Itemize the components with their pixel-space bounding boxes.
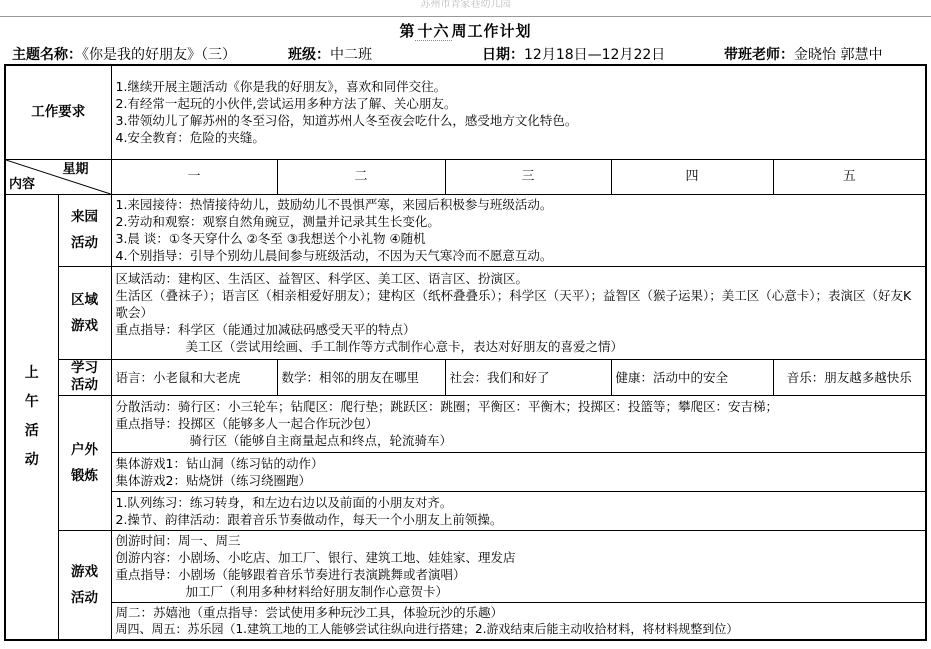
- teacher-label: 带班老师：: [724, 47, 794, 63]
- requirement-item: 2.有经常一起玩的小伙伴,尝试运用多种方法了解、关心朋友。: [115, 96, 457, 112]
- area-item: 生活区（叠袜子）；语言区（相亲相爱好朋友）；建构区（纸杯叠叠乐）；科学区（天平）；益智区（猴子运果）；美工区（心意卡）；表演区（好友K歌会）: [115, 288, 912, 320]
- plan-meta: [12, 44, 927, 64]
- theme-value: 《你是我的好朋友》（三）: [82, 47, 236, 63]
- arrival-item: 2.劳动和观察：观察自然角豌豆，测量并记录其生长变化。: [115, 214, 440, 229]
- study-label: [58, 359, 111, 395]
- outdoor-drills: [111, 491, 926, 530]
- outdoor-row-2: [5, 452, 926, 491]
- game-label-line: 游戏: [71, 563, 98, 580]
- area-game-content: [111, 266, 926, 359]
- morning-label-char: 活: [24, 422, 39, 439]
- school-name: 苏州市青家巷幼儿园: [420, 0, 511, 10]
- area-item: 区域活动：建构区、生活区、益智区、科学区、美工区、语言区、扮演区。: [115, 271, 529, 286]
- requirement-item: 4.安全教育：危险的夹缝。: [115, 130, 265, 146]
- corner-header: [5, 159, 111, 194]
- weekday-corner-label: 星期: [62, 161, 89, 177]
- outdoor-item: 1.队列练习：练习转身，和左边右边以及前面的小朋友对齐。: [115, 494, 453, 510]
- requirements-row: [5, 65, 926, 159]
- date-value: 12月18日—12月22日: [524, 47, 666, 63]
- title-prefix: 第: [399, 22, 416, 40]
- outdoor-free-activity: [111, 395, 926, 452]
- date-field: [482, 44, 665, 64]
- teacher-value: 金晓怡 郭慧中: [794, 47, 883, 63]
- week-number: 十六: [417, 22, 450, 40]
- outdoor-group-games: [111, 452, 926, 491]
- weekday-fri: 五: [773, 159, 926, 194]
- class-field: [288, 44, 372, 64]
- game-outdoor-content: [111, 602, 926, 640]
- game-item: 周二：苏嬉池（重点指导：尝试使用多种玩沙工具，体验玩沙的乐趣）: [115, 604, 504, 620]
- outdoor-item: 骑行区（能够自主商量起点和终点，轮流骑车）: [189, 433, 453, 448]
- content-corner-label: 内容: [9, 176, 36, 192]
- study-label-line: 活动: [71, 377, 98, 393]
- game-item: 周四、周五：苏乐园（1.建筑工地的工人能够尝试往纵向进行搭建；2.游戏结束后能主动收拾材料，将材料规整到位）: [115, 621, 739, 636]
- weekday-thu: 四: [611, 159, 773, 194]
- teacher-field: [724, 44, 882, 64]
- class-value: 中二班: [330, 47, 372, 63]
- title-suffix: 周工作计划: [451, 22, 532, 40]
- game-label: [58, 530, 111, 640]
- arrival-item: 3.晨 谈：①冬天穿什么 ②冬至 ③我想送个小礼物 ④随机: [115, 231, 426, 246]
- area-label-line: 游戏: [71, 317, 98, 334]
- outdoor-row-1: [5, 395, 926, 452]
- outdoor-label-line: 户外: [71, 441, 98, 458]
- arrival-item: 4.个别指导：引导个别幼儿晨间参与班级活动，不因为天气寒冷而不愿意互动。: [115, 248, 553, 263]
- morning-activity-label: [5, 194, 58, 640]
- game-label-line: 活动: [71, 589, 98, 606]
- arrival-row: [5, 194, 926, 266]
- weekday-row: [5, 159, 926, 194]
- arrival-content: [111, 194, 926, 266]
- morning-label-char: 动: [24, 451, 39, 468]
- date-label: 日期：: [482, 47, 524, 63]
- outdoor-label: [58, 395, 111, 530]
- study-social: 社会：我们和好了: [445, 359, 611, 395]
- weekday-wed: 三: [445, 159, 611, 194]
- weekday-mon: 一: [111, 159, 277, 194]
- outdoor-item: 重点指导：投掷区（能够多人一起合作玩沙包）: [115, 416, 379, 431]
- study-language: 语言：小老鼠和大老虎: [111, 359, 277, 395]
- game-item: 创游时间：周一、周三: [115, 533, 241, 548]
- outdoor-item: 集体游戏2：贴烧饼（练习绕圈跑）: [115, 472, 311, 488]
- requirement-item: 3.带领幼儿了解苏州的冬至习俗，知道苏州人冬至夜会吃什么，感受地方文化特色。: [115, 113, 578, 129]
- requirement-item: 1.继续开展主题活动《你是我的好朋友》，喜欢和同伴交往。: [115, 79, 447, 95]
- arrival-label-line: 活动: [71, 235, 98, 251]
- study-math: 数学：相邻的朋友在哪里: [277, 359, 445, 395]
- outdoor-item: 分散活动：骑行区：小三轮车；钻爬区：爬行垫；跳跃区：跳圈；平衡区：平衡木；投掷区：投篮等；攀爬区：安吉梯；: [115, 399, 779, 414]
- game-item: 重点指导：小剧场（能够跟着音乐节奏进行表演跳舞或者演唱）: [115, 567, 466, 582]
- outdoor-row-3: [5, 491, 926, 530]
- requirements-label: 工作要求: [5, 65, 111, 159]
- study-row: [5, 359, 926, 395]
- area-game-row: [5, 266, 926, 359]
- area-label-line: 区域: [71, 291, 98, 308]
- morning-label-char: 午: [24, 393, 39, 410]
- game-item: 创游内容：小剧场、小吃店、加工厂、银行、建筑工地、娃娃家、理发店: [115, 550, 516, 565]
- morning-label-char: 上: [24, 364, 39, 381]
- theme-field: [12, 44, 236, 64]
- class-label: 班级：: [288, 47, 330, 63]
- weekday-tue: 二: [277, 159, 445, 194]
- outdoor-item: 2.操节、韵律活动：跟着音乐节奏做动作，每天一个小朋友上前领操。: [115, 511, 503, 527]
- page-title: [0, 20, 931, 41]
- theme-label: 主题名称：: [12, 47, 82, 63]
- area-item: 重点指导：科学区（能通过加减砝码感受天平的特点）: [115, 322, 416, 337]
- study-health: 健康：活动中的安全: [611, 359, 773, 395]
- game-item: 加工厂（利用多种材料给好朋友制作心意贺卡）: [185, 584, 449, 599]
- study-music: 音乐：朋友越多越快乐: [773, 359, 926, 395]
- outdoor-item: 集体游戏1：钻山洞（练习钻的动作）: [115, 455, 324, 471]
- study-label-line: 学习: [71, 360, 98, 376]
- game-creative-content: [111, 530, 926, 602]
- area-game-label: [58, 266, 111, 359]
- game-row-2: [5, 602, 926, 640]
- outdoor-label-line: 锻炼: [71, 467, 98, 484]
- arrival-label: [58, 194, 111, 266]
- page-header: [0, 0, 931, 17]
- arrival-label-line: 来园: [71, 209, 98, 225]
- weekly-plan-table: [4, 64, 927, 641]
- area-item: 美工区（尝试用绘画、手工制作等方式制作心意卡，表达对好朋友的喜爱之情）: [185, 339, 624, 354]
- arrival-item: 1.来园接待：热情接待幼儿，鼓励幼儿不畏惧严寒，来园后积极参与班级活动。: [115, 197, 553, 212]
- game-row-1: [5, 530, 926, 602]
- requirements-content: [111, 65, 926, 159]
